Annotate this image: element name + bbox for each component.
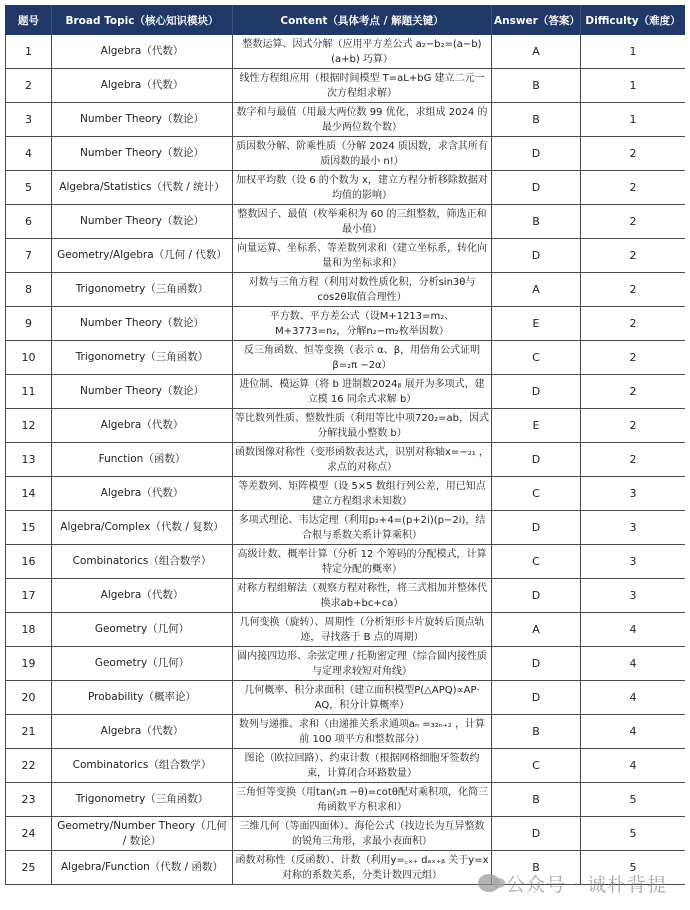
cell-difficulty: 5 xyxy=(581,817,686,851)
table-row xyxy=(6,443,686,477)
cell-content: 数字和与最值（用最大两位数 99 优化，求组成 2024 的最少两位数个数） xyxy=(233,103,492,137)
cell-num: 14 xyxy=(6,477,52,511)
cell-num: 19 xyxy=(6,647,52,681)
cell-answer: B xyxy=(492,851,581,885)
cell-answer: B xyxy=(492,69,581,103)
cell-topic: Algebra/Function（代数 / 函数） xyxy=(52,851,233,885)
cell-content: 加权平均数（设 6 的个数为 x，建立方程分析移除数据对均值的影响） xyxy=(233,171,492,205)
cell-num: 9 xyxy=(6,307,52,341)
header-difficulty: Difficulty（难度） xyxy=(581,6,686,35)
cell-difficulty: 3 xyxy=(581,579,686,613)
table-row xyxy=(6,783,686,817)
cell-num: 15 xyxy=(6,511,52,545)
table-row xyxy=(6,205,686,239)
cell-answer: D xyxy=(492,579,581,613)
cell-num: 11 xyxy=(6,375,52,409)
cell-difficulty: 1 xyxy=(581,69,686,103)
table-row xyxy=(6,35,686,69)
cell-num: 2 xyxy=(6,69,52,103)
cell-topic: Algebra（代数） xyxy=(52,579,233,613)
table-row xyxy=(6,375,686,409)
cell-topic: Algebra/Complex（代数 / 复数） xyxy=(52,511,233,545)
cell-answer: C xyxy=(492,341,581,375)
cell-content: 高级计数、概率计算（分析 12 个筹码的分配模式，计算特定分配的概率） xyxy=(233,545,492,579)
table-row xyxy=(6,171,686,205)
cell-answer: D xyxy=(492,137,581,171)
cell-difficulty: 3 xyxy=(581,511,686,545)
cell-topic: Trigonometry（三角函数） xyxy=(52,783,233,817)
table-row xyxy=(6,137,686,171)
cell-topic: Algebra（代数） xyxy=(52,69,233,103)
cell-content: 进位制、模运算（将 b 进制数2024ᵦ 展开为多项式，建立模 16 同余式求解 b） xyxy=(233,375,492,409)
cell-answer: A xyxy=(492,35,581,69)
topics-table xyxy=(5,5,685,885)
table-row xyxy=(6,749,686,783)
cell-topic: Geometry（几何） xyxy=(52,613,233,647)
cell-content: 质因数分解、阶乘性质（分解 2024 质因数，求含其所有质因数的最小 n!） xyxy=(233,137,492,171)
cell-num: 5 xyxy=(6,171,52,205)
cell-difficulty: 4 xyxy=(581,715,686,749)
cell-num: 17 xyxy=(6,579,52,613)
cell-difficulty: 5 xyxy=(581,783,686,817)
cell-answer: D xyxy=(492,511,581,545)
header-num: 题号 xyxy=(6,6,52,35)
cell-num: 18 xyxy=(6,613,52,647)
header-answer: Answer（答案） xyxy=(492,6,581,35)
cell-topic: Trigonometry（三角函数） xyxy=(52,341,233,375)
cell-topic: Function（函数） xyxy=(52,443,233,477)
cell-topic: Probability（概率论） xyxy=(52,681,233,715)
cell-difficulty: 2 xyxy=(581,341,686,375)
cell-answer: C xyxy=(492,749,581,783)
cell-answer: E xyxy=(492,307,581,341)
cell-content: 数列与递推、求和（由递推关系求通项aₙ =₃₂ₙ₊₂ ，计算前 100 项平方和整数部分） xyxy=(233,715,492,749)
header-row xyxy=(6,6,686,35)
cell-difficulty: 5 xyxy=(581,851,686,885)
table-row xyxy=(6,307,686,341)
cell-content: 函数对称性（反函数）、计数（利用y=꜀ₓ₊ dₐₓ₊ᵦ 关于y=x对称的系数关系，分类计数四元组） xyxy=(233,851,492,885)
cell-difficulty: 2 xyxy=(581,375,686,409)
table-row xyxy=(6,341,686,375)
table-row xyxy=(6,613,686,647)
cell-answer: D xyxy=(492,681,581,715)
cell-answer: E xyxy=(492,409,581,443)
cell-topic: Number Theory（数论） xyxy=(52,375,233,409)
cell-topic: Algebra（代数） xyxy=(52,477,233,511)
table-row xyxy=(6,511,686,545)
cell-topic: Algebra（代数） xyxy=(52,715,233,749)
cell-content: 整数运算、因式分解（应用平方差公式 a₂−b₂=(a−b)(a+b) 巧算） xyxy=(233,35,492,69)
cell-num: 22 xyxy=(6,749,52,783)
cell-num: 4 xyxy=(6,137,52,171)
cell-num: 8 xyxy=(6,273,52,307)
cell-content: 等比数列性质、整数性质（利用等比中项720₂=ab，因式分解找最小整数 b） xyxy=(233,409,492,443)
cell-answer: D xyxy=(492,171,581,205)
cell-answer: D xyxy=(492,817,581,851)
cell-topic: Trigonometry（三角函数） xyxy=(52,273,233,307)
cell-num: 20 xyxy=(6,681,52,715)
cell-content: 圆内接四边形、余弦定理 / 托勒密定理（综合圆内接性质与定理求较短对角线） xyxy=(233,647,492,681)
cell-content: 三角恒等变换（用tan(₂π −θ)=cotθ配对乘积项，化简三角函数平方积求和） xyxy=(233,783,492,817)
cell-difficulty: 2 xyxy=(581,239,686,273)
cell-topic: Number Theory（数论） xyxy=(52,103,233,137)
cell-topic: Geometry/Number Theory（几何 / 数论） xyxy=(52,817,233,851)
cell-answer: D xyxy=(492,375,581,409)
table-row xyxy=(6,545,686,579)
cell-num: 6 xyxy=(6,205,52,239)
cell-answer: D xyxy=(492,443,581,477)
cell-content: 反三角函数、恒等变换（表示 α、β，用倍角公式证明 β=₂π −2α） xyxy=(233,341,492,375)
table-row xyxy=(6,715,686,749)
cell-content: 函数图像对称性（变形函数表达式，识别对称轴x=−₂₁ ，求点的对称点） xyxy=(233,443,492,477)
header-content: Content（具体考点 / 解题关键） xyxy=(233,6,492,35)
cell-topic: Algebra（代数） xyxy=(52,35,233,69)
cell-topic: Algebra（代数） xyxy=(52,409,233,443)
cell-difficulty: 2 xyxy=(581,409,686,443)
cell-content: 图论（欧拉回路）、约束计数（根据网格细胞牙签数约束，计算闭合环路数量） xyxy=(233,749,492,783)
cell-content: 整数因子、最值（枚举乘积为 60 的三组整数，筛选正和最小值） xyxy=(233,205,492,239)
cell-difficulty: 4 xyxy=(581,647,686,681)
table-row xyxy=(6,69,686,103)
table-row xyxy=(6,273,686,307)
cell-num: 1 xyxy=(6,35,52,69)
cell-topic: Geometry（几何） xyxy=(52,647,233,681)
table-row xyxy=(6,409,686,443)
cell-answer: C xyxy=(492,477,581,511)
watermark-text: 公众号 · 诚朴背提 xyxy=(506,873,668,896)
cell-num: 23 xyxy=(6,783,52,817)
cell-difficulty: 4 xyxy=(581,613,686,647)
cell-difficulty: 2 xyxy=(581,171,686,205)
table-row xyxy=(6,851,686,885)
cell-topic: Geometry/Algebra（几何 / 代数） xyxy=(52,239,233,273)
cell-difficulty: 2 xyxy=(581,273,686,307)
cell-num: 16 xyxy=(6,545,52,579)
cell-answer: D xyxy=(492,239,581,273)
cell-difficulty: 4 xyxy=(581,681,686,715)
cell-content: 对数与三角方程（利用对数性质化积，分析sin3θ与cos2θ取值合理性） xyxy=(233,273,492,307)
cell-difficulty: 2 xyxy=(581,137,686,171)
cell-difficulty: 3 xyxy=(581,477,686,511)
cell-topic: Combinatorics（组合数学） xyxy=(52,545,233,579)
table-row xyxy=(6,477,686,511)
cell-content: 几何概率、积分求面积（建立面积模型P(△APQ)∝AP· AQ，积分计算概率） xyxy=(233,681,492,715)
cell-topic: Combinatorics（组合数学） xyxy=(52,749,233,783)
cell-content: 几何变换（旋转）、周期性（分析矩形卡片旋转后顶点轨迹，寻找落于 B 点的周期） xyxy=(233,613,492,647)
cell-difficulty: 1 xyxy=(581,35,686,69)
cell-difficulty: 2 xyxy=(581,307,686,341)
cell-answer: B xyxy=(492,205,581,239)
cell-answer: B xyxy=(492,103,581,137)
cell-answer: B xyxy=(492,783,581,817)
cell-num: 21 xyxy=(6,715,52,749)
table-row xyxy=(6,103,686,137)
cell-content: 线性方程组应用（根据时间模型 T=aL+bG 建立二元一次方程组求解） xyxy=(233,69,492,103)
cell-num: 24 xyxy=(6,817,52,851)
cell-difficulty: 2 xyxy=(581,443,686,477)
table-row xyxy=(6,579,686,613)
table-row xyxy=(6,647,686,681)
cell-answer: A xyxy=(492,613,581,647)
cell-difficulty: 3 xyxy=(581,545,686,579)
table-wrapper xyxy=(5,5,685,905)
cell-content: 等差数列、矩阵模型（设 5×5 数组行列公差，用已知点建立方程组求未知数） xyxy=(233,477,492,511)
cell-num: 12 xyxy=(6,409,52,443)
table-row xyxy=(6,239,686,273)
cell-answer: A xyxy=(492,273,581,307)
cell-topic: Number Theory（数论） xyxy=(52,137,233,171)
header-topic: Broad Topic（核心知识模块） xyxy=(52,6,233,35)
cell-difficulty: 4 xyxy=(581,749,686,783)
cell-answer: D xyxy=(492,647,581,681)
cell-content: 向量运算、坐标系、等差数列求和（建立坐标系，转化向量和为坐标求和） xyxy=(233,239,492,273)
cell-num: 3 xyxy=(6,103,52,137)
cell-content: 多项式理论、韦达定理（利用p₂+4=(p+2i)(p−2i)，结合根与系数关系计算乘积） xyxy=(233,511,492,545)
cell-content: 对称方程组解法（观察方程对称性，将三式相加并整体代换求ab+bc+ca） xyxy=(233,579,492,613)
cell-num: 7 xyxy=(6,239,52,273)
cell-num: 25 xyxy=(6,851,52,885)
cell-topic: Number Theory（数论） xyxy=(52,307,233,341)
cell-answer: B xyxy=(492,715,581,749)
cell-content: 平方数、平方差公式（设M+1213=m₂、M+3773=n₂，分解n₂−m₂枚举因数） xyxy=(233,307,492,341)
cell-difficulty: 2 xyxy=(581,205,686,239)
cell-difficulty: 1 xyxy=(581,103,686,137)
cell-content: 三维几何（等面四面体）、海伦公式（找边长为互异整数的锐角三角形，求最小表面积） xyxy=(233,817,492,851)
cell-answer: C xyxy=(492,545,581,579)
cell-topic: Algebra/Statistics（代数 / 统计） xyxy=(52,171,233,205)
cell-num: 13 xyxy=(6,443,52,477)
cell-topic: Number Theory（数论） xyxy=(52,205,233,239)
table-row xyxy=(6,817,686,851)
cell-num: 10 xyxy=(6,341,52,375)
table-row xyxy=(6,681,686,715)
